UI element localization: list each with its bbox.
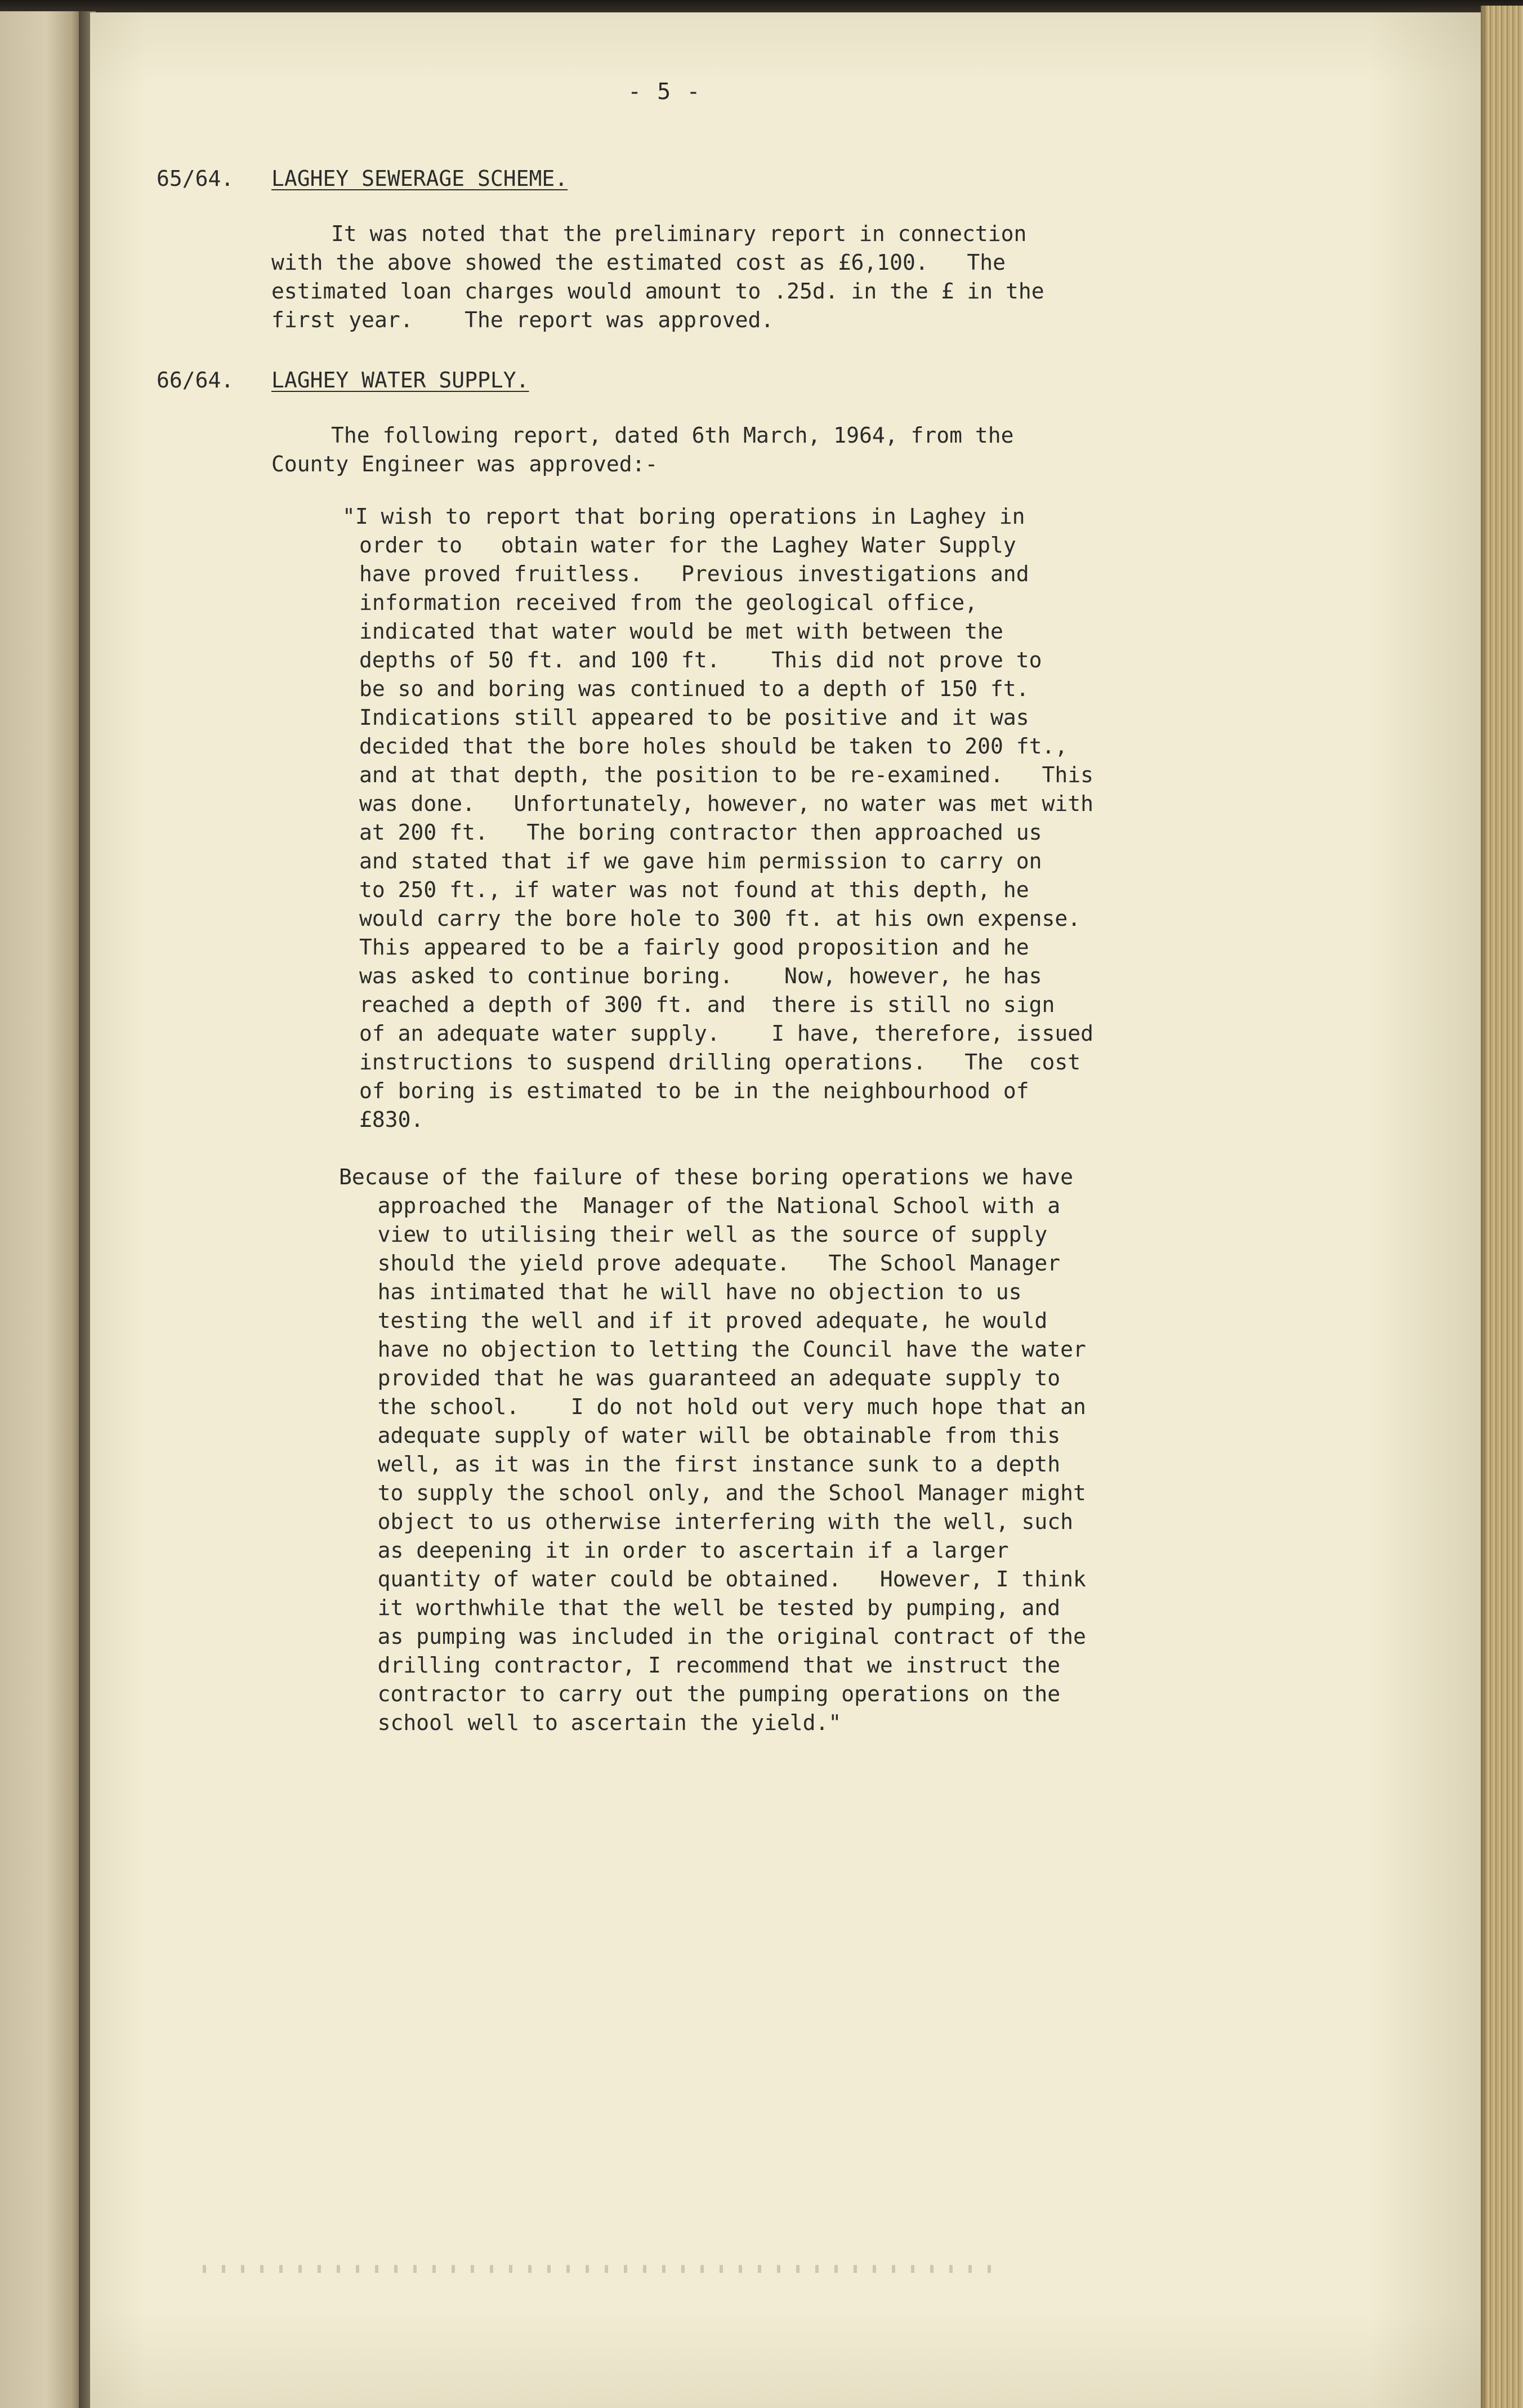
quote-line: indicated that water would be met with between the (359, 619, 1003, 644)
item-number: 65/64. (157, 166, 234, 191)
quote-line: view to utilising their well as the source of supply (339, 1222, 1048, 1247)
quote-line: was done. Unfortunately, however, no water was met with (359, 791, 1094, 816)
quote-line: and at that depth, the position to be re-examined. This (359, 762, 1094, 787)
paragraph-line: It was noted that the preliminary report in connection (331, 221, 1027, 246)
quote-line: have proved fruitless. Previous investigations and (359, 561, 1029, 586)
quote-line: Because of the failure of these boring operations we have (339, 1165, 1074, 1189)
quote-line: approached the Manager of the National School with a (339, 1193, 1061, 1218)
paragraph-line: with the above showed the estimated cost as £6,100. The (271, 250, 1006, 275)
document-page (90, 12, 1481, 2408)
item-heading: LAGHEY WATER SUPPLY. (271, 368, 529, 393)
paragraph-line: estimated loan charges would amount to .25d. in the £ in the (271, 279, 1044, 304)
quote-line: school well to ascertain the yield." (339, 1710, 842, 1735)
quote-line: it worthwhile that the well be tested by pumping, and (339, 1595, 1061, 1620)
quote-line: well, as it was in the first instance sunk to a depth (339, 1452, 1061, 1477)
quote-line: at 200 ft. The boring contractor then approached us (359, 820, 1042, 845)
quote-line: decided that the bore holes should be taken to 200 ft., (359, 734, 1068, 759)
quote-line: instructions to suspend drilling operations. The cost (359, 1050, 1081, 1074)
quote-line: quantity of water could be obtained. However, I think (339, 1567, 1086, 1591)
quote-line: drilling contractor, I recommend that we instruct the (339, 1653, 1061, 1678)
quote-line: would carry the bore hole to 300 ft. at his own expense. (359, 906, 1081, 931)
page-block-edges (1481, 6, 1523, 2408)
quote-line: as pumping was included in the original contract of the (339, 1624, 1086, 1649)
quote-line: provided that he was guaranteed an adequate supply to (339, 1366, 1061, 1390)
quote-line: of an adequate water supply. I have, therefore, issued (359, 1021, 1094, 1046)
previous-page-edge (0, 11, 84, 2408)
quote-line: have no objection to letting the Council have the water (339, 1337, 1086, 1362)
intro-line: County Engineer was approved:- (271, 452, 658, 476)
intro-line: The following report, dated 6th March, 1964, from the (331, 423, 1014, 448)
quote-line: adequate supply of water will be obtainable from this (339, 1423, 1061, 1448)
quote-line: as deepening it in order to ascertain if a larger (339, 1538, 1009, 1563)
quote-line: was asked to continue boring. Now, however, he has (359, 964, 1042, 988)
quote-line: order to obtain water for the Laghey Water Supply (359, 533, 1016, 558)
quote-line: depths of 50 ft. and 100 ft. This did not prove to (359, 648, 1042, 672)
quote-line: £830. (359, 1107, 424, 1132)
quote-line: contractor to carry out the pumping operations on the (339, 1682, 1061, 1706)
quote-line: object to us otherwise interfering with the well, such (339, 1509, 1074, 1534)
item-heading: LAGHEY SEWERAGE SCHEME. (271, 166, 568, 191)
quote-line: the school. I do not hold out very much hope that an (339, 1394, 1086, 1419)
quote-line: of boring is estimated to be in the neighbourhood of (359, 1078, 1029, 1103)
quote-line: should the yield prove adequate. The School Manager (339, 1251, 1061, 1276)
item-number: 66/64. (157, 368, 234, 393)
quote-line: information received from the geological office, (359, 590, 978, 615)
quote-line: Indications still appeared to be positive and it was (359, 705, 1029, 730)
quote-line: to supply the school only, and the School Manager might (339, 1481, 1086, 1505)
quote-line: This appeared to be a fairly good proposition and he (359, 935, 1029, 960)
paragraph-line: first year. The report was approved. (271, 307, 774, 332)
quote-line: to 250 ft., if water was not found at this depth, he (359, 877, 1029, 902)
quote-line: testing the well and if it proved adequate, he would (339, 1308, 1048, 1333)
quote-line: "I wish to report that boring operations in Laghey in (342, 504, 1025, 529)
quote-line: reached a depth of 300 ft. and there is still no sign (359, 992, 1055, 1017)
quote-line: be so and boring was continued to a depth of 150 ft. (359, 676, 1029, 701)
page-smudge (203, 2265, 991, 2273)
quote-line: has intimated that he will have no objection to us (339, 1279, 1022, 1304)
page-number: - 5 - (628, 79, 702, 105)
quote-line: and stated that if we gave him permission to carry on (359, 849, 1042, 873)
